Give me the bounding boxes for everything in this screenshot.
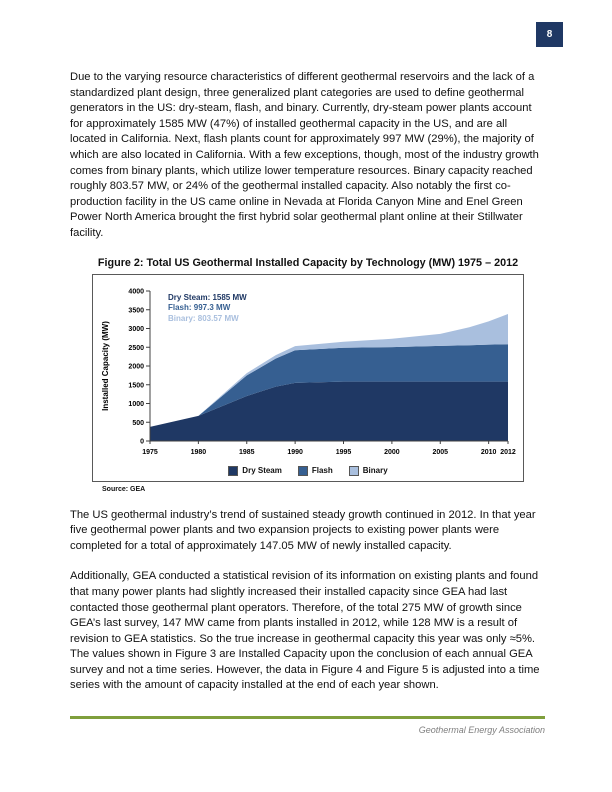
svg-text:1985: 1985 — [238, 448, 255, 456]
paragraph-1: Due to the varying resource characteristics of different geothermal reservoirs and the lack of a standardized plant design, three generalized plant categories are used to define geothermal generators in the US: dry-steam, flash, and binary. Currently, dry-steam power plants account for approximately 1585 MW (47%) of installed geothermal capacity in the US, and are all located in California. Next, flash plants count for approximately 997 MW (29%), the majority of which are also located in California. With a few exceptions, though, most of the industry growth comes from binary plants, which utilize lower temperature resources. Binary capacity reached roughly 803.57 MW, or 24% of the geothermal installed capacity. Also notably the first co-production facility in the US came online in Nevada at Florida Canyon Mine and Enel Green Power North America brought the first hybrid solar geothermal plant online at their Stillwater facility. — [70, 71, 539, 239]
legend-label: Flash — [311, 466, 333, 476]
chart-legend — [96, 463, 520, 478]
svg-text:2000: 2000 — [128, 363, 144, 371]
svg-text:2010: 2010 — [480, 448, 497, 456]
legend-swatch — [349, 466, 359, 476]
legend-label: Dry Steam — [242, 466, 282, 476]
paragraph-3: Additionally, GEA conducted a statistical revision of its information on existing plants and found that many power plants had slightly increased their installed capacity since GEA had last contacted those geothermal plant operators. Therefore, of the total 275 MW of growth since GEA’s last survey, 147 MW came from plants installed in 2012, while 128 MW is a result of revision to GEA statistics. So the true increase in geothermal capacity this year was only ≈5%. The values shown in Figure 3 are Installed Capacity upon the conclusion of each annual GEA survey and not a time series. However, the data in Figure 4 and Figure 5 is adjusted into a time series with the amount of capacity installed at the end of each year shown. — [70, 570, 540, 692]
page-content — [70, 70, 545, 709]
svg-text:1500: 1500 — [128, 381, 144, 389]
svg-text:0: 0 — [140, 438, 144, 446]
annotation-binary: Binary: 803.57 MW — [168, 313, 239, 323]
footer-organization: Geothermal Energy Association — [418, 725, 545, 735]
annotation-dry-steam: Dry Steam: 1585 MW — [168, 292, 247, 302]
figure-2 — [92, 257, 524, 493]
page-number: 8 — [546, 29, 553, 40]
chart-container — [96, 283, 520, 463]
svg-text:2005: 2005 — [432, 448, 449, 456]
svg-text:2500: 2500 — [128, 344, 144, 352]
legend-label: Binary — [362, 466, 388, 476]
svg-text:1990: 1990 — [287, 448, 303, 456]
svg-text:Installed Capacity (MW): Installed Capacity (MW) — [101, 320, 110, 411]
svg-text:3500: 3500 — [128, 306, 144, 314]
svg-text:2000: 2000 — [384, 448, 400, 456]
footer-divider-line — [70, 716, 545, 719]
annotation-flash: Flash: 997.3 MW — [168, 303, 231, 313]
page-number-box — [536, 22, 563, 47]
capacity-area-chart — [96, 283, 520, 463]
legend-item-binary — [349, 466, 388, 476]
legend-swatch — [228, 466, 238, 476]
chart-annotation — [168, 293, 247, 325]
svg-text:3000: 3000 — [128, 325, 144, 333]
svg-text:1000: 1000 — [128, 400, 144, 408]
svg-text:2012: 2012 — [500, 448, 516, 456]
figure-source: Source: GEA — [102, 485, 146, 493]
legend-item-flash — [298, 466, 333, 476]
svg-text:1995: 1995 — [335, 448, 352, 456]
svg-text:500: 500 — [132, 419, 144, 427]
svg-text:4000: 4000 — [128, 288, 144, 296]
legend-item-dry-steam — [228, 466, 282, 476]
legend-swatch — [298, 466, 308, 476]
svg-text:1975: 1975 — [142, 448, 158, 456]
svg-text:1980: 1980 — [190, 448, 207, 456]
figure-title: Figure 2: Total US Geothermal Installed Capacity by Technology (MW) 1975 – 2012 — [97, 256, 519, 269]
figure-box — [92, 274, 524, 482]
paragraph-2: The US geothermal industry’s trend of sustained steady growth continued in 2012. In that year five geothermal power plants and two expansion projects to existing power plants were completed for a total of approximately 147.05 MW of newly installed capacity. — [70, 508, 536, 552]
